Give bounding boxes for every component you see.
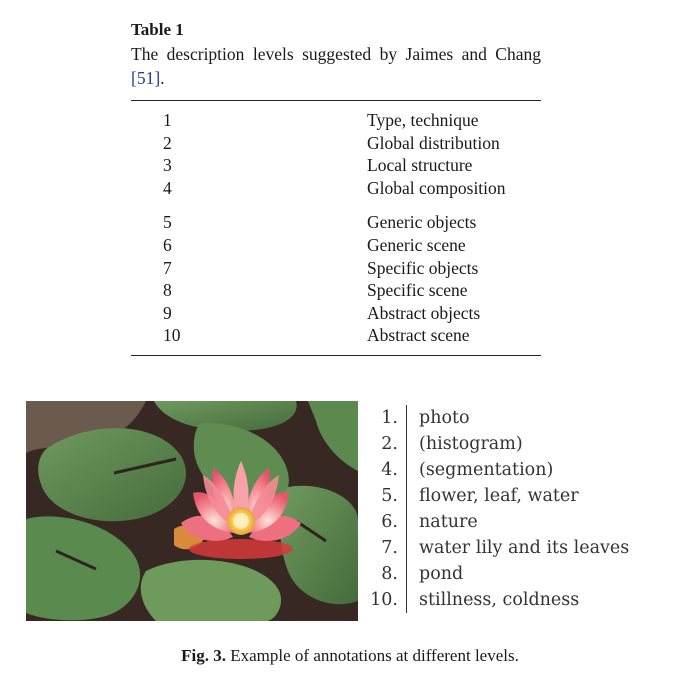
level-description: Abstract scene: [367, 325, 470, 346]
annotation-level: 1.: [381, 408, 398, 428]
table-caption-end: .: [160, 68, 165, 88]
level-description: Local structure: [367, 155, 473, 176]
table-row: [131, 234, 541, 257]
level-number: 8: [163, 280, 172, 301]
table-row: [131, 257, 541, 280]
level-description: Type, technique: [367, 110, 479, 130]
level-number: 1: [163, 110, 172, 130]
water-lily-photo: [26, 401, 358, 621]
table-row: [131, 302, 541, 325]
annotation-level: 5.: [381, 486, 398, 506]
annotation-text: (segmentation): [419, 460, 554, 480]
level-group: [131, 199, 541, 347]
annotation-level: 4.: [381, 460, 398, 480]
annotation-item: [362, 509, 692, 535]
annotation-item: [362, 431, 692, 457]
level-number: 3: [163, 155, 172, 176]
annotation-text: stillness, coldness: [419, 590, 580, 610]
annotation-list: [362, 405, 692, 613]
annotation-item: [362, 587, 692, 613]
table-caption: [131, 42, 541, 90]
level-number: 10: [163, 325, 181, 346]
figure-caption-text: Example of annotations at different levels.: [230, 646, 519, 665]
table-row: [131, 177, 541, 200]
annotation-level: 10.: [370, 590, 398, 610]
level-group: [131, 101, 541, 199]
table-body: [131, 101, 541, 347]
table-row: [131, 324, 541, 347]
level-description: Specific scene: [367, 280, 468, 301]
level-number: 5: [163, 212, 172, 233]
annotation-item: [362, 561, 692, 587]
annotation-item: [362, 405, 692, 431]
annotation-text: flower, leaf, water: [419, 486, 579, 506]
level-description: Global distribution: [367, 132, 500, 153]
table-bottom-rule: [131, 355, 541, 356]
level-number: 9: [163, 302, 172, 323]
annotation-level: 7.: [381, 538, 398, 558]
level-description: Generic scene: [367, 234, 466, 255]
figure-label: Fig. 3.: [181, 646, 226, 665]
annotation-text: water lily and its leaves: [419, 538, 630, 558]
annotation-text: (histogram): [419, 434, 523, 454]
level-description: Generic objects: [367, 212, 477, 233]
annotation-level: 8.: [381, 564, 398, 584]
level-number: 4: [163, 177, 172, 198]
level-number: 7: [163, 257, 172, 278]
annotation-text: photo: [419, 408, 470, 428]
annotation-level: 2.: [381, 434, 398, 454]
table-caption-text: The description levels suggested by Jaimes and Chang: [131, 44, 541, 64]
annotation-item: [362, 457, 692, 483]
level-number: 2: [163, 132, 172, 153]
table-label: Table 1: [131, 20, 184, 39]
annotation-text: pond: [419, 564, 464, 584]
level-description: Specific objects: [367, 257, 479, 278]
annotation-level: 6.: [381, 512, 398, 532]
annotation-item: [362, 535, 692, 561]
level-description: Abstract objects: [367, 302, 481, 323]
table-row: [131, 211, 541, 234]
annotation-text: nature: [419, 512, 478, 532]
table-row: [131, 279, 541, 302]
annotation-item: [362, 483, 692, 509]
citation-link[interactable]: [51]: [131, 68, 161, 88]
level-number: 6: [163, 234, 172, 255]
figure-caption: [0, 645, 700, 667]
table-row: [131, 132, 541, 155]
table-1: [131, 18, 541, 356]
table-row: [131, 109, 541, 132]
level-description: Global composition: [367, 177, 506, 198]
table-row: [131, 154, 541, 177]
